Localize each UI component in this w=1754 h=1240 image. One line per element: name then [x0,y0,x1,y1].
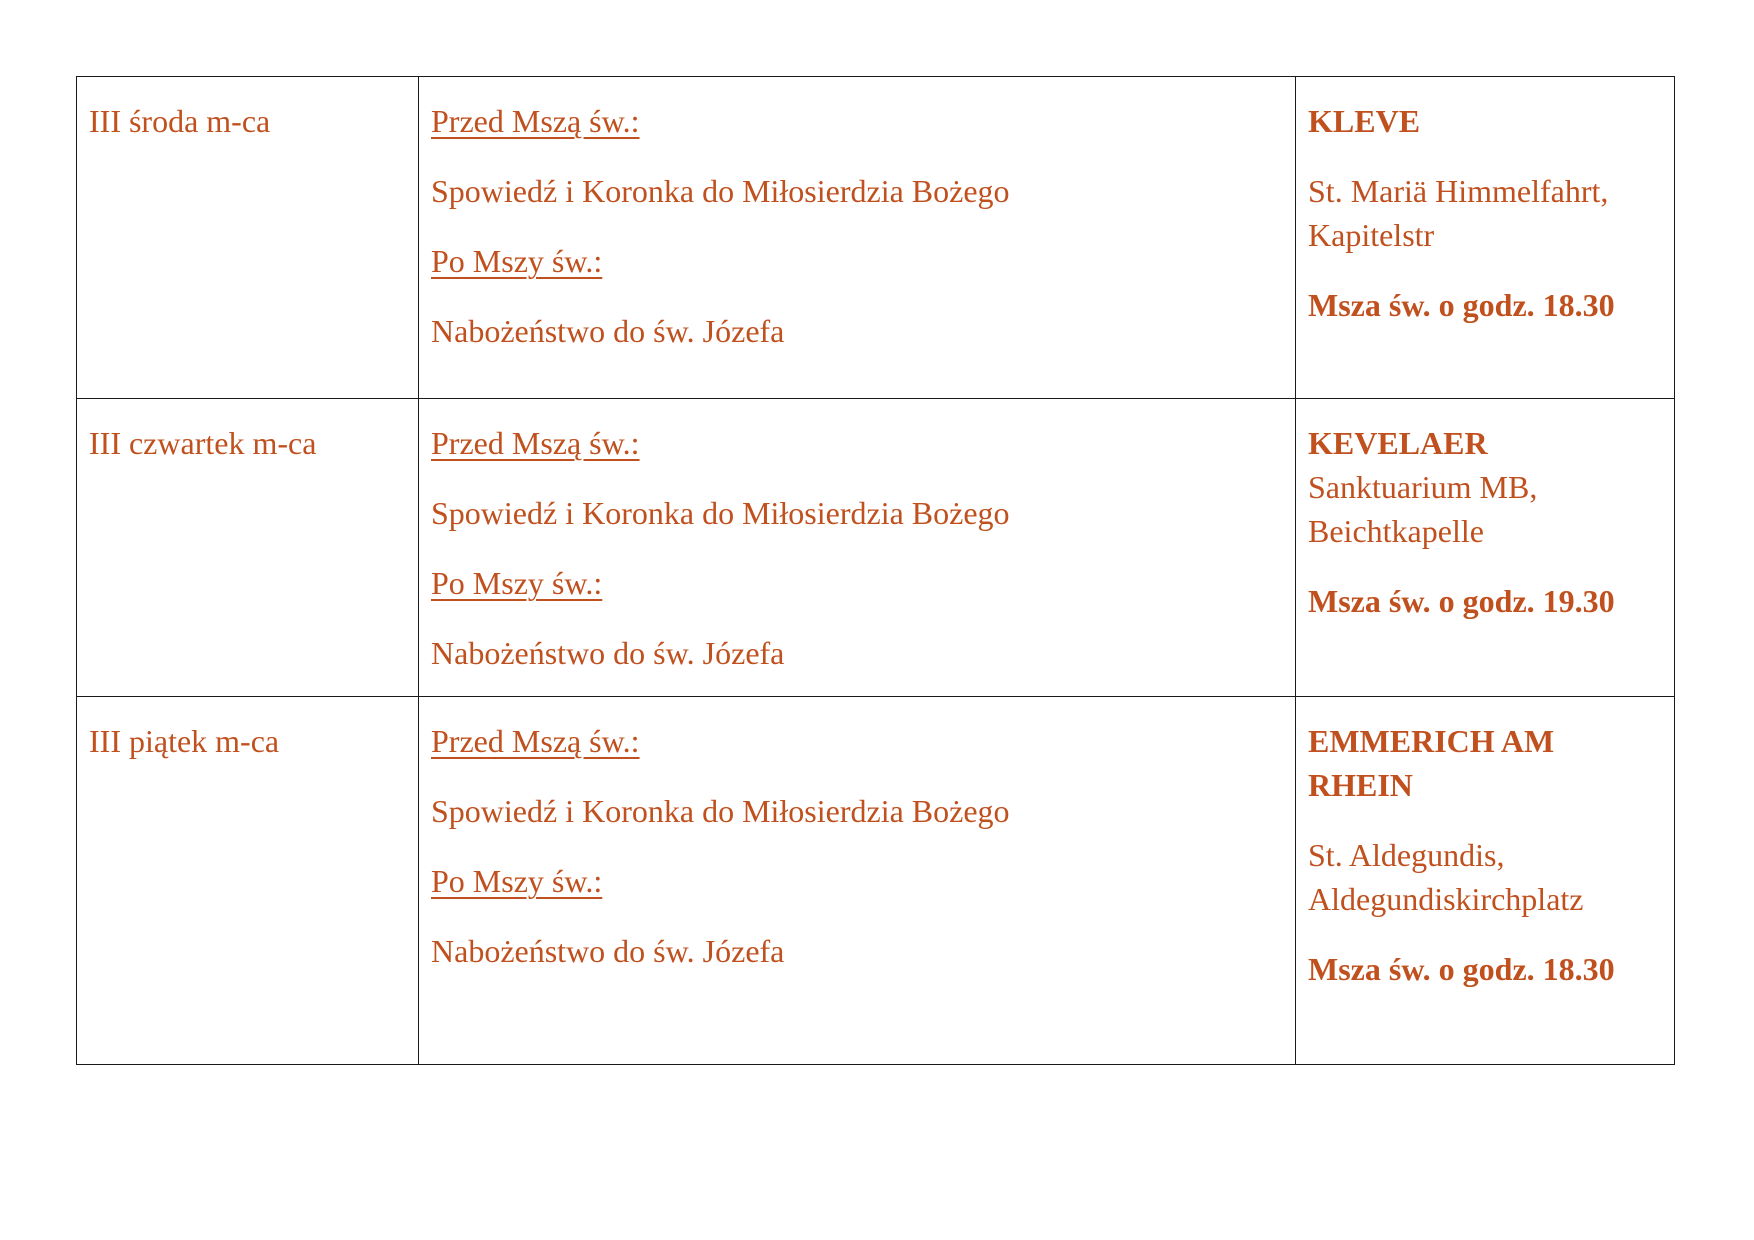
day-label: III środa m-ca [89,103,271,139]
place-cell [1296,697,1675,1065]
table-row [77,399,1675,697]
after-mass-heading: Po Mszy św.: [431,243,603,279]
program-cell [419,399,1296,697]
table-row [77,77,1675,399]
mass-time: Msza św. o godz. 19.30 [1308,583,1615,619]
day-cell [77,399,419,697]
day-cell [77,77,419,399]
place-cell [1296,399,1675,697]
city-name: KLEVE [1308,103,1421,139]
place-cell [1296,77,1675,399]
before-mass-heading: Przed Mszą św.: [431,425,640,461]
church-address [1308,169,1662,257]
city-name: KEVELAER [1308,425,1488,461]
before-mass-heading: Przed Mszą św.: [431,103,640,139]
address-line-1: Sanktuarium MB, [1308,469,1538,505]
church-address [1308,833,1662,921]
address-line-1: St. Aldegundis, [1308,837,1505,873]
day-label: III czwartek m-ca [89,425,317,461]
schedule-table [76,76,1675,1065]
before-mass-text: Spowiedź i Koronka do Miłosierdzia Bożego [431,495,1010,531]
after-mass-text: Nabożeństwo do św. Józefa [431,635,785,671]
before-mass-heading: Przed Mszą św.: [431,723,640,759]
after-mass-heading: Po Mszy św.: [431,565,603,601]
address-line-2: Kapitelstr [1308,217,1435,253]
address-line-2: Aldegundiskirchplatz [1308,881,1584,917]
program-cell [419,77,1296,399]
program-cell [419,697,1296,1065]
city-name [1308,719,1662,807]
church-address [1308,465,1662,553]
day-cell [77,697,419,1065]
after-mass-text: Nabożeństwo do św. Józefa [431,313,785,349]
table-row [77,697,1675,1065]
mass-time: Msza św. o godz. 18.30 [1308,951,1615,987]
mass-time: Msza św. o godz. 18.30 [1308,287,1615,323]
before-mass-text: Spowiedź i Koronka do Miłosierdzia Bożego [431,173,1010,209]
day-label: III piątek m-ca [89,723,280,759]
city-line-1: EMMERICH AM [1308,723,1555,759]
city-line-2: RHEIN [1308,767,1413,803]
after-mass-heading: Po Mszy św.: [431,863,603,899]
after-mass-text: Nabożeństwo do św. Józefa [431,933,785,969]
before-mass-text: Spowiedź i Koronka do Miłosierdzia Bożego [431,793,1010,829]
address-line-2: Beichtkapelle [1308,513,1484,549]
address-line-1: St. Mariä Himmelfahrt, [1308,173,1609,209]
